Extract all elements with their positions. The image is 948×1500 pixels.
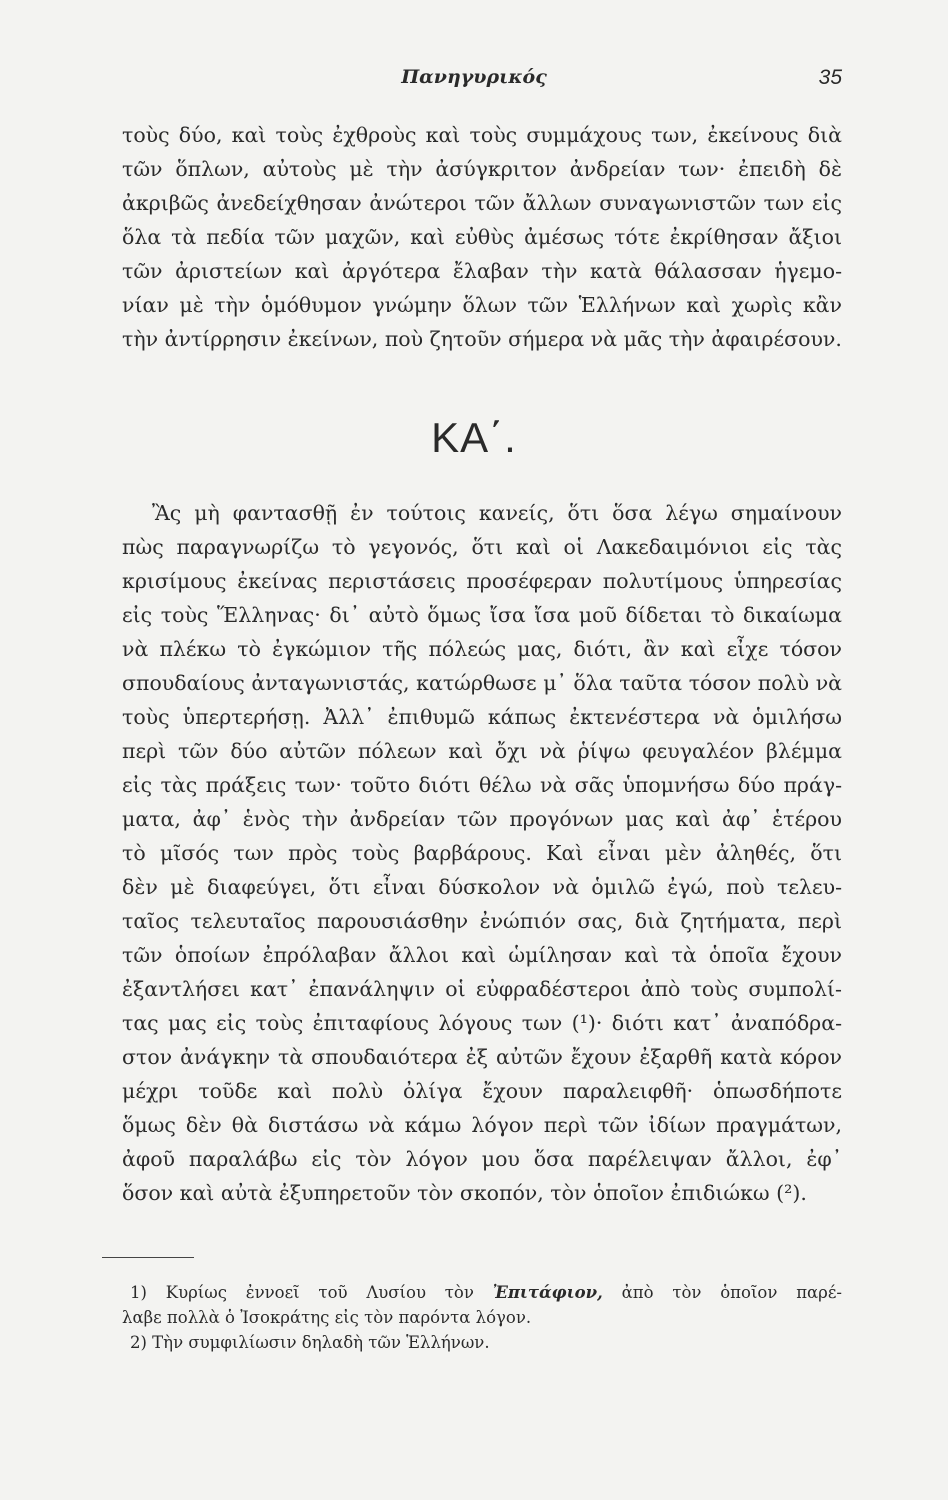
text-line: νίαν μὲ τὴν ὁμόθυμον γνώμην ὅλων τῶν Ἑλλήνων καὶ χωρὶς κἂν [122, 293, 842, 317]
text-line: εἰς τὰς πράξεις των· τοῦτο διότι θέλω νὰ σᾶς ὑπομνήσω δύο πράγ- [122, 773, 842, 797]
text-line: μέχρι τοῦδε καὶ πολὺ ὀλίγα ἔχουν παραλειφθῆ· ὁπωσδήποτε [122, 1079, 842, 1103]
footnote-1 [122, 1280, 842, 1305]
text-line: τῶν ὅπλων, αὐτοὺς μὲ τὴν ἀσύγκριτον ἀνδρείαν των· ἐπειδὴ δὲ [122, 157, 842, 181]
text-line: ματα, ἀφ᾽ ἑνὸς τὴν ἀνδρείαν τῶν προγόνων μας καὶ ἀφ᾽ ἑτέρου [122, 807, 842, 831]
footnote-2: 2) Τὴν συμφιλίωσιν δηλαδὴ τῶν Ἑλλήνων. [130, 1333, 490, 1352]
page-number: 35 [818, 66, 842, 89]
text-line: ὅμως δὲν θὰ διστάσω νὰ κάμω λόγον περὶ τῶν ἰδίων πραγμάτων, [122, 1113, 842, 1137]
footnote-1-text-cont: ἀπὸ τὸν ὁποῖον παρέ- [602, 1283, 842, 1302]
text-line: ἀκριβῶς ἀνεδείχθησαν ἀνώτεροι τῶν ἄλλων συναγωνιστῶν των εἰς [122, 191, 842, 215]
running-header-title: Πανηγυρικός [401, 66, 547, 88]
footnotes [122, 1280, 842, 1355]
text-line: Ἂς μὴ φαντασθῇ ἐν τούτοις κανείς, ὅτι ὅσα λέγω σημαίνουν [152, 501, 842, 525]
text-line: σπουδαίους ἀνταγωνιστάς, κατώρθωσε μ᾽ ὅλα ταῦτα τόσον πολὺ νὰ [122, 671, 842, 695]
text-line: στον ἀνάγκην τὰ σπουδαιότερα ἐξ αὐτῶν ἔχουν ἐξαρθῆ κατὰ κόρον [122, 1045, 842, 1069]
text-line: πὼς παραγνωρίζω τὸ γεγονός, ὅτι καὶ οἱ Λακεδαιμόνιοι εἰς τὰς [122, 535, 842, 559]
footnote-1-title: Ἐπιτάφιον, [492, 1283, 603, 1302]
text-line: περὶ τῶν δύο αὐτῶν πόλεων καὶ ὄχι νὰ ῥίψω φευγαλέον βλέμμα [122, 739, 842, 763]
text-line: τοὺς δύο, καὶ τοὺς ἐχθροὺς καὶ τοὺς συμμάχους των, ἐκείνους διὰ [122, 123, 842, 147]
text-line: τῶν ἀριστείων καὶ ἀργότερα ἔλαβαν τὴν κατὰ θάλασσαν ἡγεμο- [122, 259, 842, 283]
text-line: δὲν μὲ διαφεύγει, ὅτι εἶναι δύσκολον νὰ ὁμιλῶ ἐγώ, ποὺ τελευ- [122, 875, 842, 899]
footnote-1-text: 1) Κυρίως ἐννοεῖ τοῦ Λυσίου τὸν [130, 1283, 493, 1302]
text-line: εἰς τοὺς Ἕλληνας· δι᾽ αὐτὸ ὅμως ἴσα ἴσα μοῦ δίδεται τὸ δικαίωμα [122, 603, 842, 627]
text-line: τας μας εἰς τοὺς ἐπιταφίους λόγους των (¹)· διότι κατ᾽ ἀναπόδρα- [122, 1011, 842, 1035]
footnote-1-line-2: λαβε πολλὰ ὁ Ἰσοκράτης εἰς τὸν παρόντα λόγον. [122, 1308, 532, 1327]
text-line: τὸ μῖσός των πρὸς τοὺς βαρβάρους. Καὶ εἶναι μὲν ἀληθές, ὅτι [122, 841, 842, 865]
text-line: ὅσον καὶ αὐτὰ ἐξυπηρετοῦν τὸν σκοπόν, τὸν ὁποῖον ἐπιδιώκω (²). [122, 1181, 807, 1205]
text-line: ἐξαντλήσει κατ᾽ ἐπανάληψιν οἱ εὐφραδέστεροι ἀπὸ τοὺς συμπολί- [122, 977, 842, 1001]
footnote-rule [102, 1257, 194, 1258]
text-line: ὅλα τὰ πεδία τῶν μαχῶν, καὶ εὐθὺς ἀμέσως τότε ἐκρίθησαν ἄξιοι [122, 225, 842, 249]
text-line: ἀφοῦ παραλάβω εἰς τὸν λόγον μου ὅσα παρέλειψαν ἄλλοι, ἐφ᾽ [122, 1147, 842, 1171]
text-line: τῶν ὁποίων ἐπρόλαβαν ἄλλοι καὶ ὡμίλησαν καὶ τὰ ὁποῖα ἔχουν [122, 943, 842, 967]
paragraph-1 [122, 118, 842, 356]
text-line: νὰ πλέκω τὸ ἐγκώμιον τῆς πόλεώς μας, διότι, ἂν καὶ εἶχε τόσον [122, 637, 842, 661]
text-line: κρισίμους ἐκείνας περιστάσεις προσέφεραν πολυτίμους ὑπηρεσίας [122, 569, 842, 593]
text-line: ταῖος τελευταῖος παρουσιάσθην ἐνώπιόν σας, διὰ ζητήματα, περὶ [122, 909, 842, 933]
text-line: τοὺς ὑπερτερήσῃ. Ἀλλ᾽ ἐπιθυμῶ κάπως ἐκτενέστερα νὰ ὁμιλήσω [122, 705, 842, 729]
text-line: τὴν ἀντίρρησιν ἐκείνων, ποὺ ζητοῦν σήμερα νὰ μᾶς τὴν ἀφαιρέσουν. [122, 327, 842, 351]
chapter-heading: ΚΑ΄. [431, 414, 517, 461]
paragraph-2 [122, 496, 842, 1210]
